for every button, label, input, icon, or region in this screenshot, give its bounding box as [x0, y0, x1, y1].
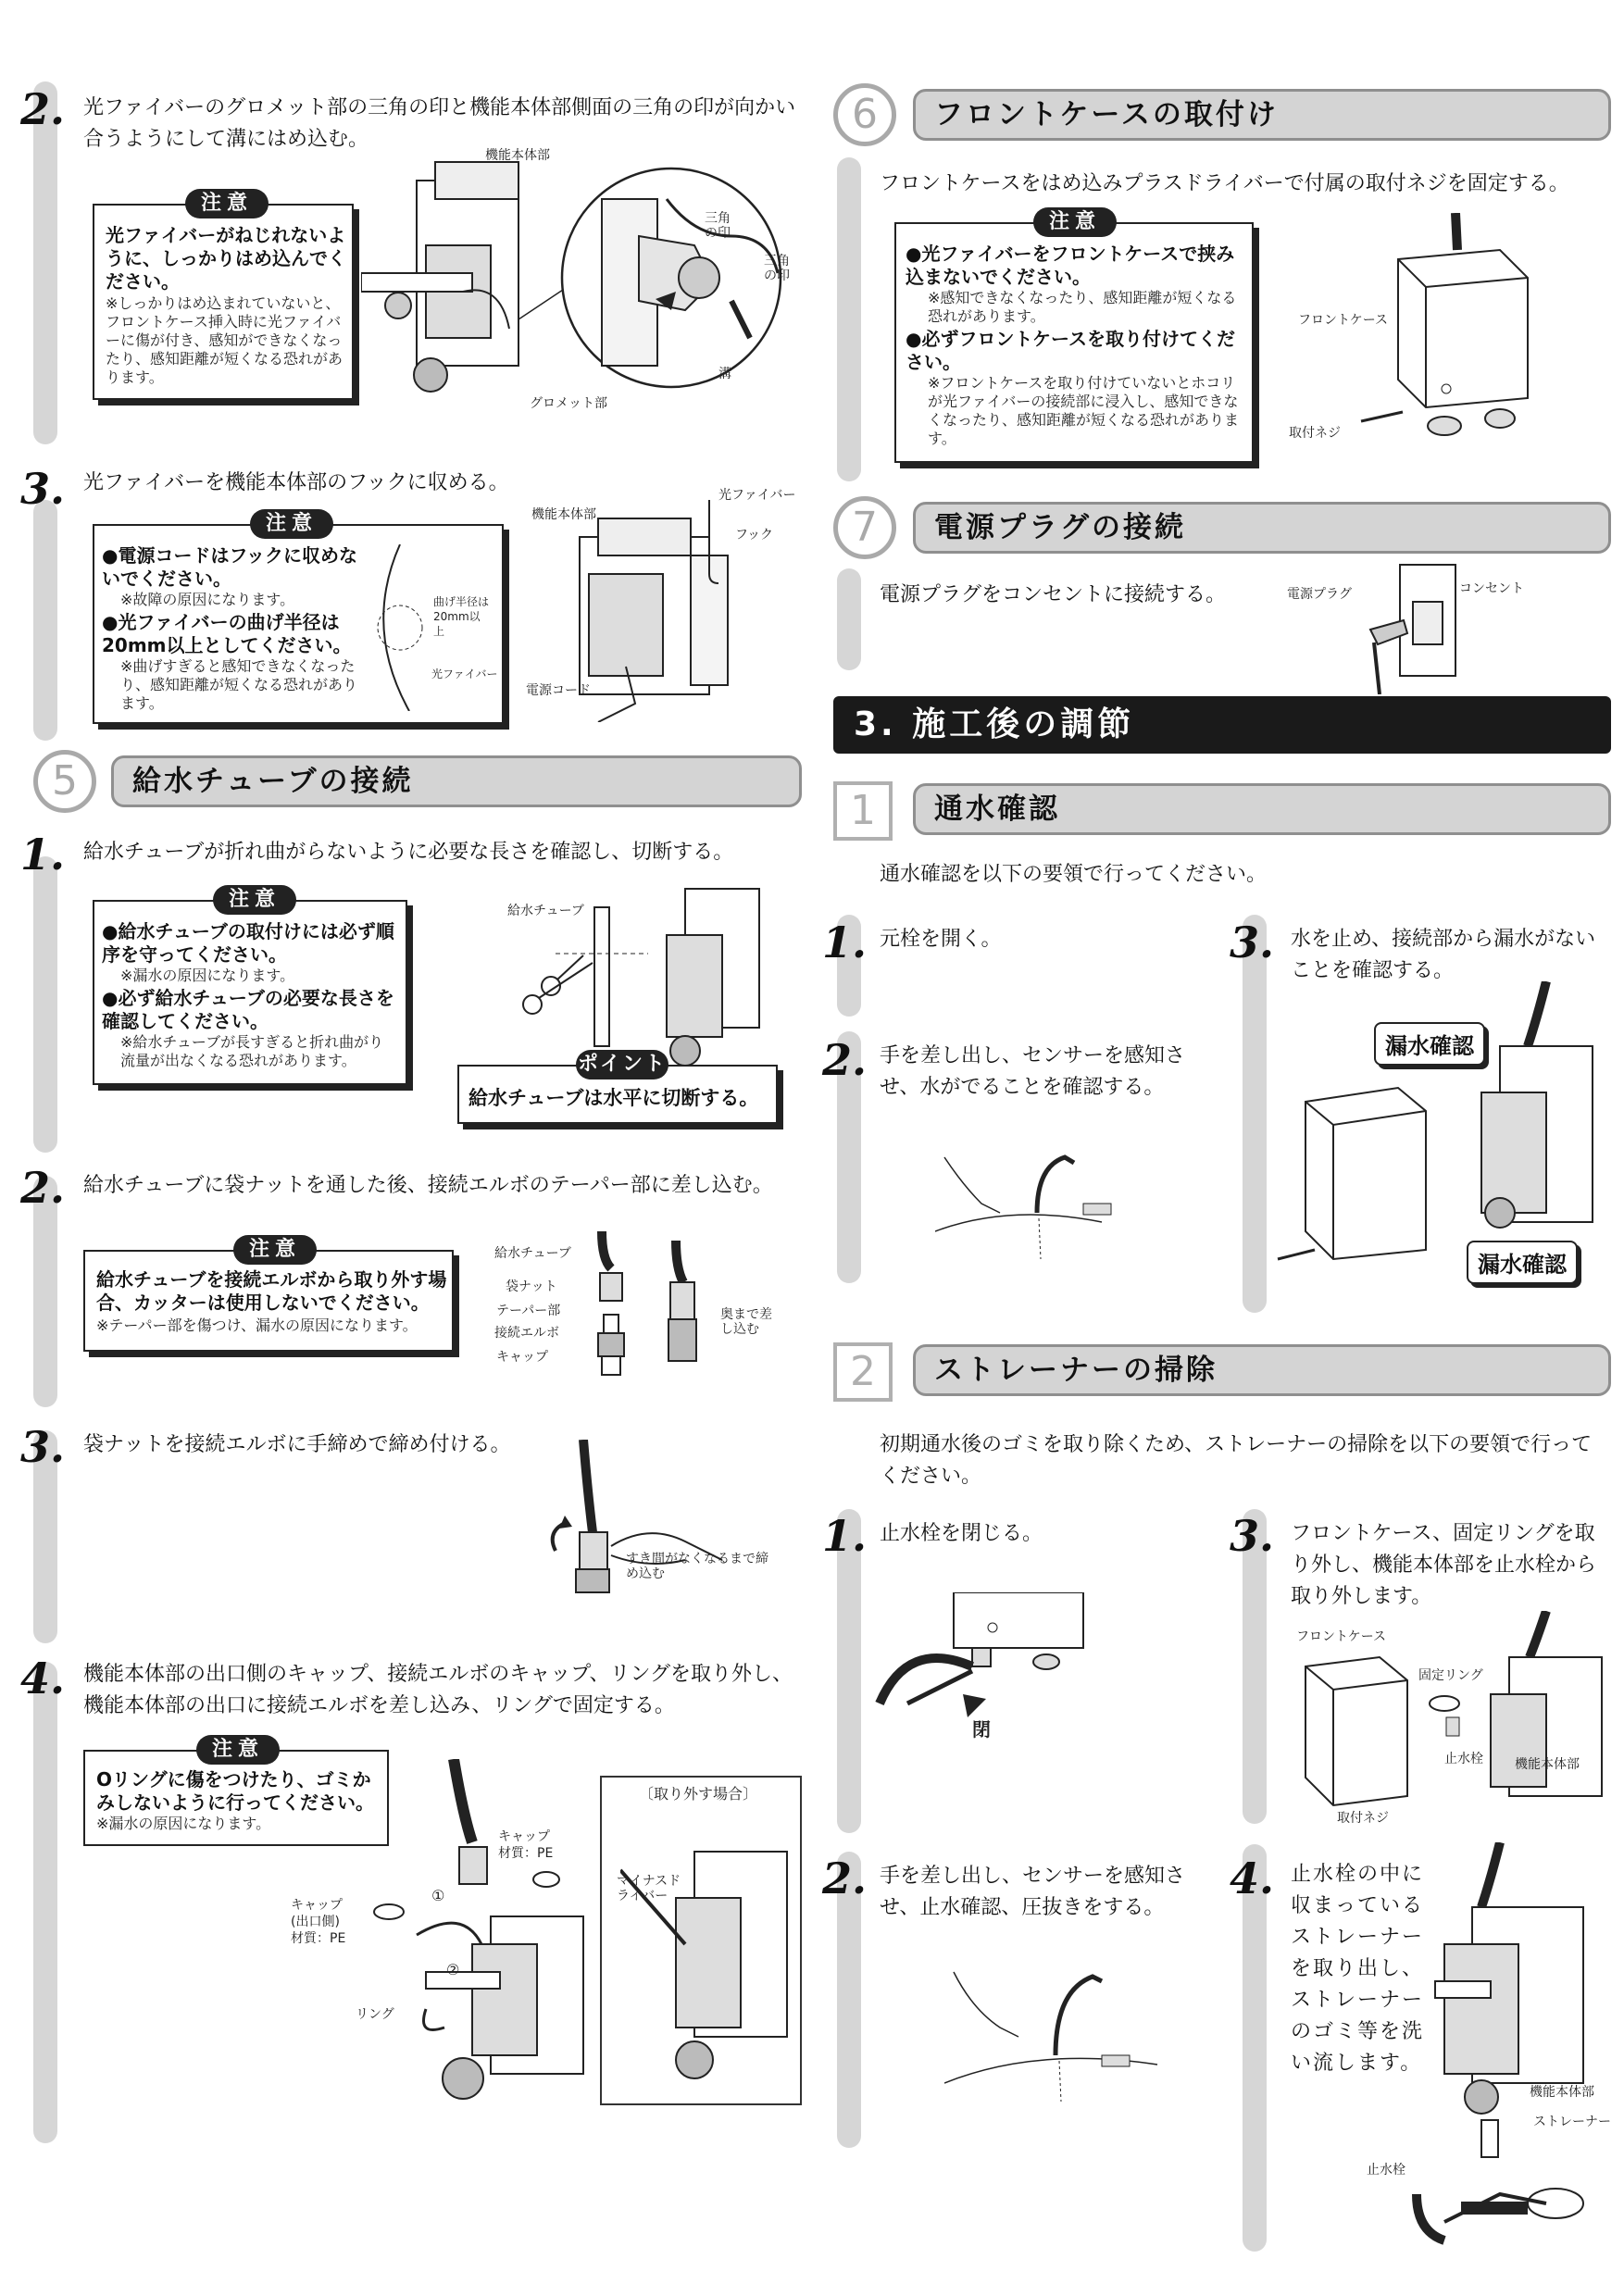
section-header	[111, 755, 802, 807]
leak-check-label: 漏水確認	[1374, 1022, 1485, 1066]
label-triangle: 三角の印	[705, 211, 731, 241]
caution-bold: Oリングに傷をつけたり、ゴミかみしないように行ってください。	[96, 1768, 374, 1814]
step-number: 1.	[20, 830, 66, 880]
step-number: 2.	[20, 84, 66, 134]
label-fiber: 光ファイバー	[718, 488, 796, 503]
step-number: 2.	[822, 1035, 868, 1085]
caution-box	[93, 192, 354, 400]
step-number: 2.	[20, 1163, 66, 1213]
label-circle-2: ②	[446, 1961, 460, 1978]
caution-box	[93, 888, 407, 1085]
label-driver: マイナスドライバー	[617, 1874, 681, 1903]
step-number: 3.	[1230, 1511, 1275, 1561]
label-close: 閉	[972, 1718, 991, 1741]
label-cap: キャップ	[498, 1829, 550, 1844]
label-cord: 電源コード	[526, 683, 591, 698]
caution-note: ※給水チューブが長すぎると折れ曲がり流量が出なくなる恐れがあります。	[120, 1033, 384, 1069]
caution-box	[83, 1238, 454, 1352]
chapter-title: 3. 施工後の調節	[854, 705, 1135, 743]
step-text: 手を差し出し、センサーを感知させ、止水確認、圧抜きをする。	[880, 1865, 1186, 1919]
valve-close-illustration	[870, 1592, 1093, 1778]
section-number: 6	[833, 83, 896, 146]
step-number: 1.	[822, 1511, 868, 1561]
section-title: 給水チューブの接続	[132, 765, 414, 798]
step-text: 止水栓を閉じる。	[880, 1522, 1043, 1545]
step-text: 元栓を開く。	[880, 928, 1002, 951]
label-body: 機能本体部	[485, 148, 550, 163]
caution-note: ※フロントケースを取り付けていないとホコリが光ファイバーの接続部に浸入し、感知できなくなったり、感知距離が短くなる恐れがあります。	[928, 374, 1240, 447]
subsection-header	[913, 1344, 1611, 1396]
label-cap-outlet: キャップ	[291, 1898, 343, 1913]
label-body: 機能本体部	[1530, 2085, 1594, 2100]
section-header	[913, 502, 1611, 554]
caution-tag: 注意	[185, 189, 269, 218]
step-text: フロントケースをはめ込みプラスドライバーで付属の取付ネジを固定する。	[880, 172, 1569, 195]
label-case: フロントケース	[1298, 313, 1389, 328]
step-text: フロントケース、固定リングを取り外し、機能本体部を止水栓から取り外します。	[1291, 1522, 1597, 1608]
caution-tag: 注意	[250, 509, 333, 539]
label-material: 材質：PE	[498, 1846, 554, 1861]
label-outlet: コンセント	[1459, 581, 1524, 596]
step-text: 水を止め、接続部から漏水がないことを確認する。	[1291, 928, 1596, 982]
label-deep: 奥まで差し込む	[720, 1307, 772, 1337]
subsection-header	[913, 783, 1611, 835]
step-text: 光ファイバーのグロメット部の三角の印と機能本体部側面の三角の印が向かい合うようにして溝にはめ込む。	[83, 96, 796, 151]
label-tube: 給水チューブ	[494, 1246, 571, 1261]
intro-text: 初期通水後のゴミを取り除くため、ストレーナーの掃除を以下の要領で行ってください。	[880, 1433, 1593, 1488]
caution-note: ※漏水の原因になります。	[96, 1815, 271, 1832]
front-case-illustration	[1287, 213, 1565, 454]
remove-title: 〔取り外す場合〕	[639, 1785, 758, 1803]
step-bar	[33, 500, 57, 741]
chapter-header	[833, 696, 1611, 754]
label-circle-1: ①	[431, 1887, 445, 1904]
caution-bold: 光ファイバーがねじれないように、しっかりはめ込んでください。	[106, 224, 346, 293]
step-text: 袋ナットを接続エルボに手締めで締め付ける。	[83, 1433, 511, 1456]
label-valve: 止水栓	[1444, 1752, 1483, 1766]
label-body: 機能本体部	[1515, 1757, 1580, 1772]
caution-tag: 注意	[233, 1235, 317, 1265]
strainer-illustration	[1361, 1842, 1611, 2250]
step-number: 4.	[20, 1653, 66, 1703]
label-valve: 止水栓	[1367, 2163, 1405, 2177]
label-screw: 取付ネジ	[1289, 426, 1341, 441]
label-tube: 給水チューブ	[507, 904, 584, 918]
label-tighten: すき間がなくなるまで締め込む	[626, 1552, 768, 1581]
section-header	[913, 89, 1611, 141]
step-number: 3.	[1230, 917, 1275, 967]
label-material: 材質：PE	[291, 1931, 346, 1946]
label-plug: 電源プラグ	[1287, 587, 1352, 602]
caution-tag: 注意	[1033, 207, 1117, 237]
label-taper: テーパー部	[496, 1304, 561, 1318]
label-fiber: 光ファイバー	[431, 668, 498, 680]
step-bar	[837, 157, 861, 481]
step-text: 給水チューブが折れ曲がらないように必要な長さを確認し、切断する。	[83, 841, 734, 864]
step-bar	[1243, 1844, 1267, 2252]
label-hook: フック	[735, 528, 774, 543]
step-number: 3.	[20, 1422, 66, 1472]
hand-tighten-illustration	[518, 1440, 741, 1606]
caution-bold: ●光ファイバーをフロントケースで挟み込まないでください。	[906, 243, 1235, 288]
label-strainer: ストレーナー	[1533, 2115, 1611, 2129]
caution-note: ※感知できなくなったり、感知距離が短くなる恐れがあります。	[928, 289, 1237, 325]
faucet-hand-illustration	[935, 1148, 1139, 1278]
caution-bold: ●電源コードはフックに収めないでください。	[102, 544, 358, 590]
label-cap: キャップ	[496, 1350, 548, 1365]
caution-note: ※しっかりはめ込まれていないと、フロントケース挿入時に光ファイバーに傷が付き、感知ができなくなったり、感知距離が短くなる恐れがあります。	[106, 294, 344, 386]
caution-tag: 注意	[196, 1735, 280, 1765]
caution-note: ※漏水の原因になります。	[120, 967, 295, 984]
label-grommet: グロメット部	[530, 396, 607, 411]
subsection-title: 通水確認	[934, 792, 1060, 826]
step-text: 給水チューブに袋ナットを通した後、接続エルボのテーパー部に差し込む。	[83, 1174, 773, 1197]
step-text: 電源プラグをコンセントに接続する。	[880, 583, 1227, 606]
remove-body-illustration	[1287, 1611, 1611, 1833]
label-groove: 溝	[718, 367, 731, 381]
caution-bold: 給水チューブを接続エルボから取り外す場合、カッターは使用しないでください。	[96, 1268, 447, 1314]
step-text: 手を差し出し、センサーを感知させ、水がでることを確認する。	[880, 1044, 1186, 1099]
step-text: 光ファイバーを機能本体部のフックに収める。	[83, 471, 509, 494]
caution-box	[93, 512, 504, 724]
section-number: 5	[33, 750, 96, 813]
caution-box	[894, 210, 1254, 463]
caution-bold: ●必ず給水チューブの必要な長さを確認してください。	[102, 987, 394, 1032]
step-number: 3.	[20, 464, 66, 514]
tube-cut-illustration	[500, 870, 778, 1074]
step-bar	[33, 1662, 57, 2143]
elbow-illustration	[574, 1231, 796, 1379]
caution-bold: ●給水チューブの取付けには必ず順序を守ってください。	[102, 920, 394, 966]
step-number: 4.	[1230, 1853, 1275, 1903]
caution-tag: 注意	[213, 885, 296, 915]
label-case: フロントケース	[1296, 1629, 1387, 1644]
label-elbow: 接続エルボ	[494, 1326, 559, 1341]
point-tag: ポイント	[576, 1050, 668, 1079]
step-number: 2.	[822, 1853, 868, 1903]
label-ring: 固定リング	[1418, 1668, 1483, 1683]
label-triangle: 三角の印	[764, 254, 790, 283]
subsection-number: 1	[833, 781, 893, 841]
step-bar	[837, 568, 861, 670]
subsection-title: ストレーナーの掃除	[934, 1354, 1218, 1387]
caution-note: ※テーパー部を傷つけ、漏水の原因になります。	[96, 1316, 418, 1334]
caution-note: ※故障の原因になります。	[120, 591, 295, 608]
label-outlet: (出口側)	[291, 1915, 340, 1929]
intro-text: 通水確認を以下の要領で行ってください。	[880, 863, 1268, 886]
section-title: 電源プラグの接続	[934, 511, 1186, 544]
point-text: 給水チューブは水平に切断する。	[468, 1087, 759, 1109]
step-number: 1.	[822, 917, 868, 967]
label-bend: 曲げ半径は20mm以上	[433, 595, 490, 638]
subsection-number: 2	[833, 1342, 893, 1402]
section-number: 7	[833, 496, 896, 559]
caution-bold: ●光ファイバーの曲げ半径は20mm以上としてください。	[102, 611, 352, 656]
remove-illustration	[620, 1833, 796, 2092]
plug-illustration	[1333, 555, 1472, 694]
grommet-illustration	[361, 144, 806, 421]
caution-note: ※曲げすぎると感知できなくなったり、感知距離が短くなる恐れがあります。	[120, 657, 358, 712]
step-bar	[33, 81, 57, 444]
caution-bold: ●必ずフロントケースを取り付けてください。	[906, 328, 1236, 373]
label-ring: リング	[356, 2007, 394, 2022]
label-nut: 袋ナット	[506, 1279, 557, 1294]
step-bar	[33, 856, 57, 1153]
leak-check-label: 漏水確認	[1467, 1241, 1578, 1284]
remove-case-box	[600, 1776, 802, 2105]
step-text: 機能本体部の出口側のキャップ、接続エルボのキャップ、リングを取り外し、機能本体部の出口に接続エルボを差し込み、リングで固定する。	[83, 1663, 793, 1717]
label-body: 機能本体部	[531, 507, 596, 522]
section-title: フロントケースの取付け	[934, 98, 1279, 131]
label-screw: 取付ネジ	[1337, 1811, 1389, 1826]
step-bar	[1243, 915, 1267, 1313]
step-text: 止水栓の中に収まっているストレーナーを取り出し、ストレーナーのゴミ等を洗い流します。	[1291, 1863, 1425, 2075]
faucet-hand-illustration	[944, 1953, 1167, 2111]
point-box	[457, 1053, 778, 1124]
